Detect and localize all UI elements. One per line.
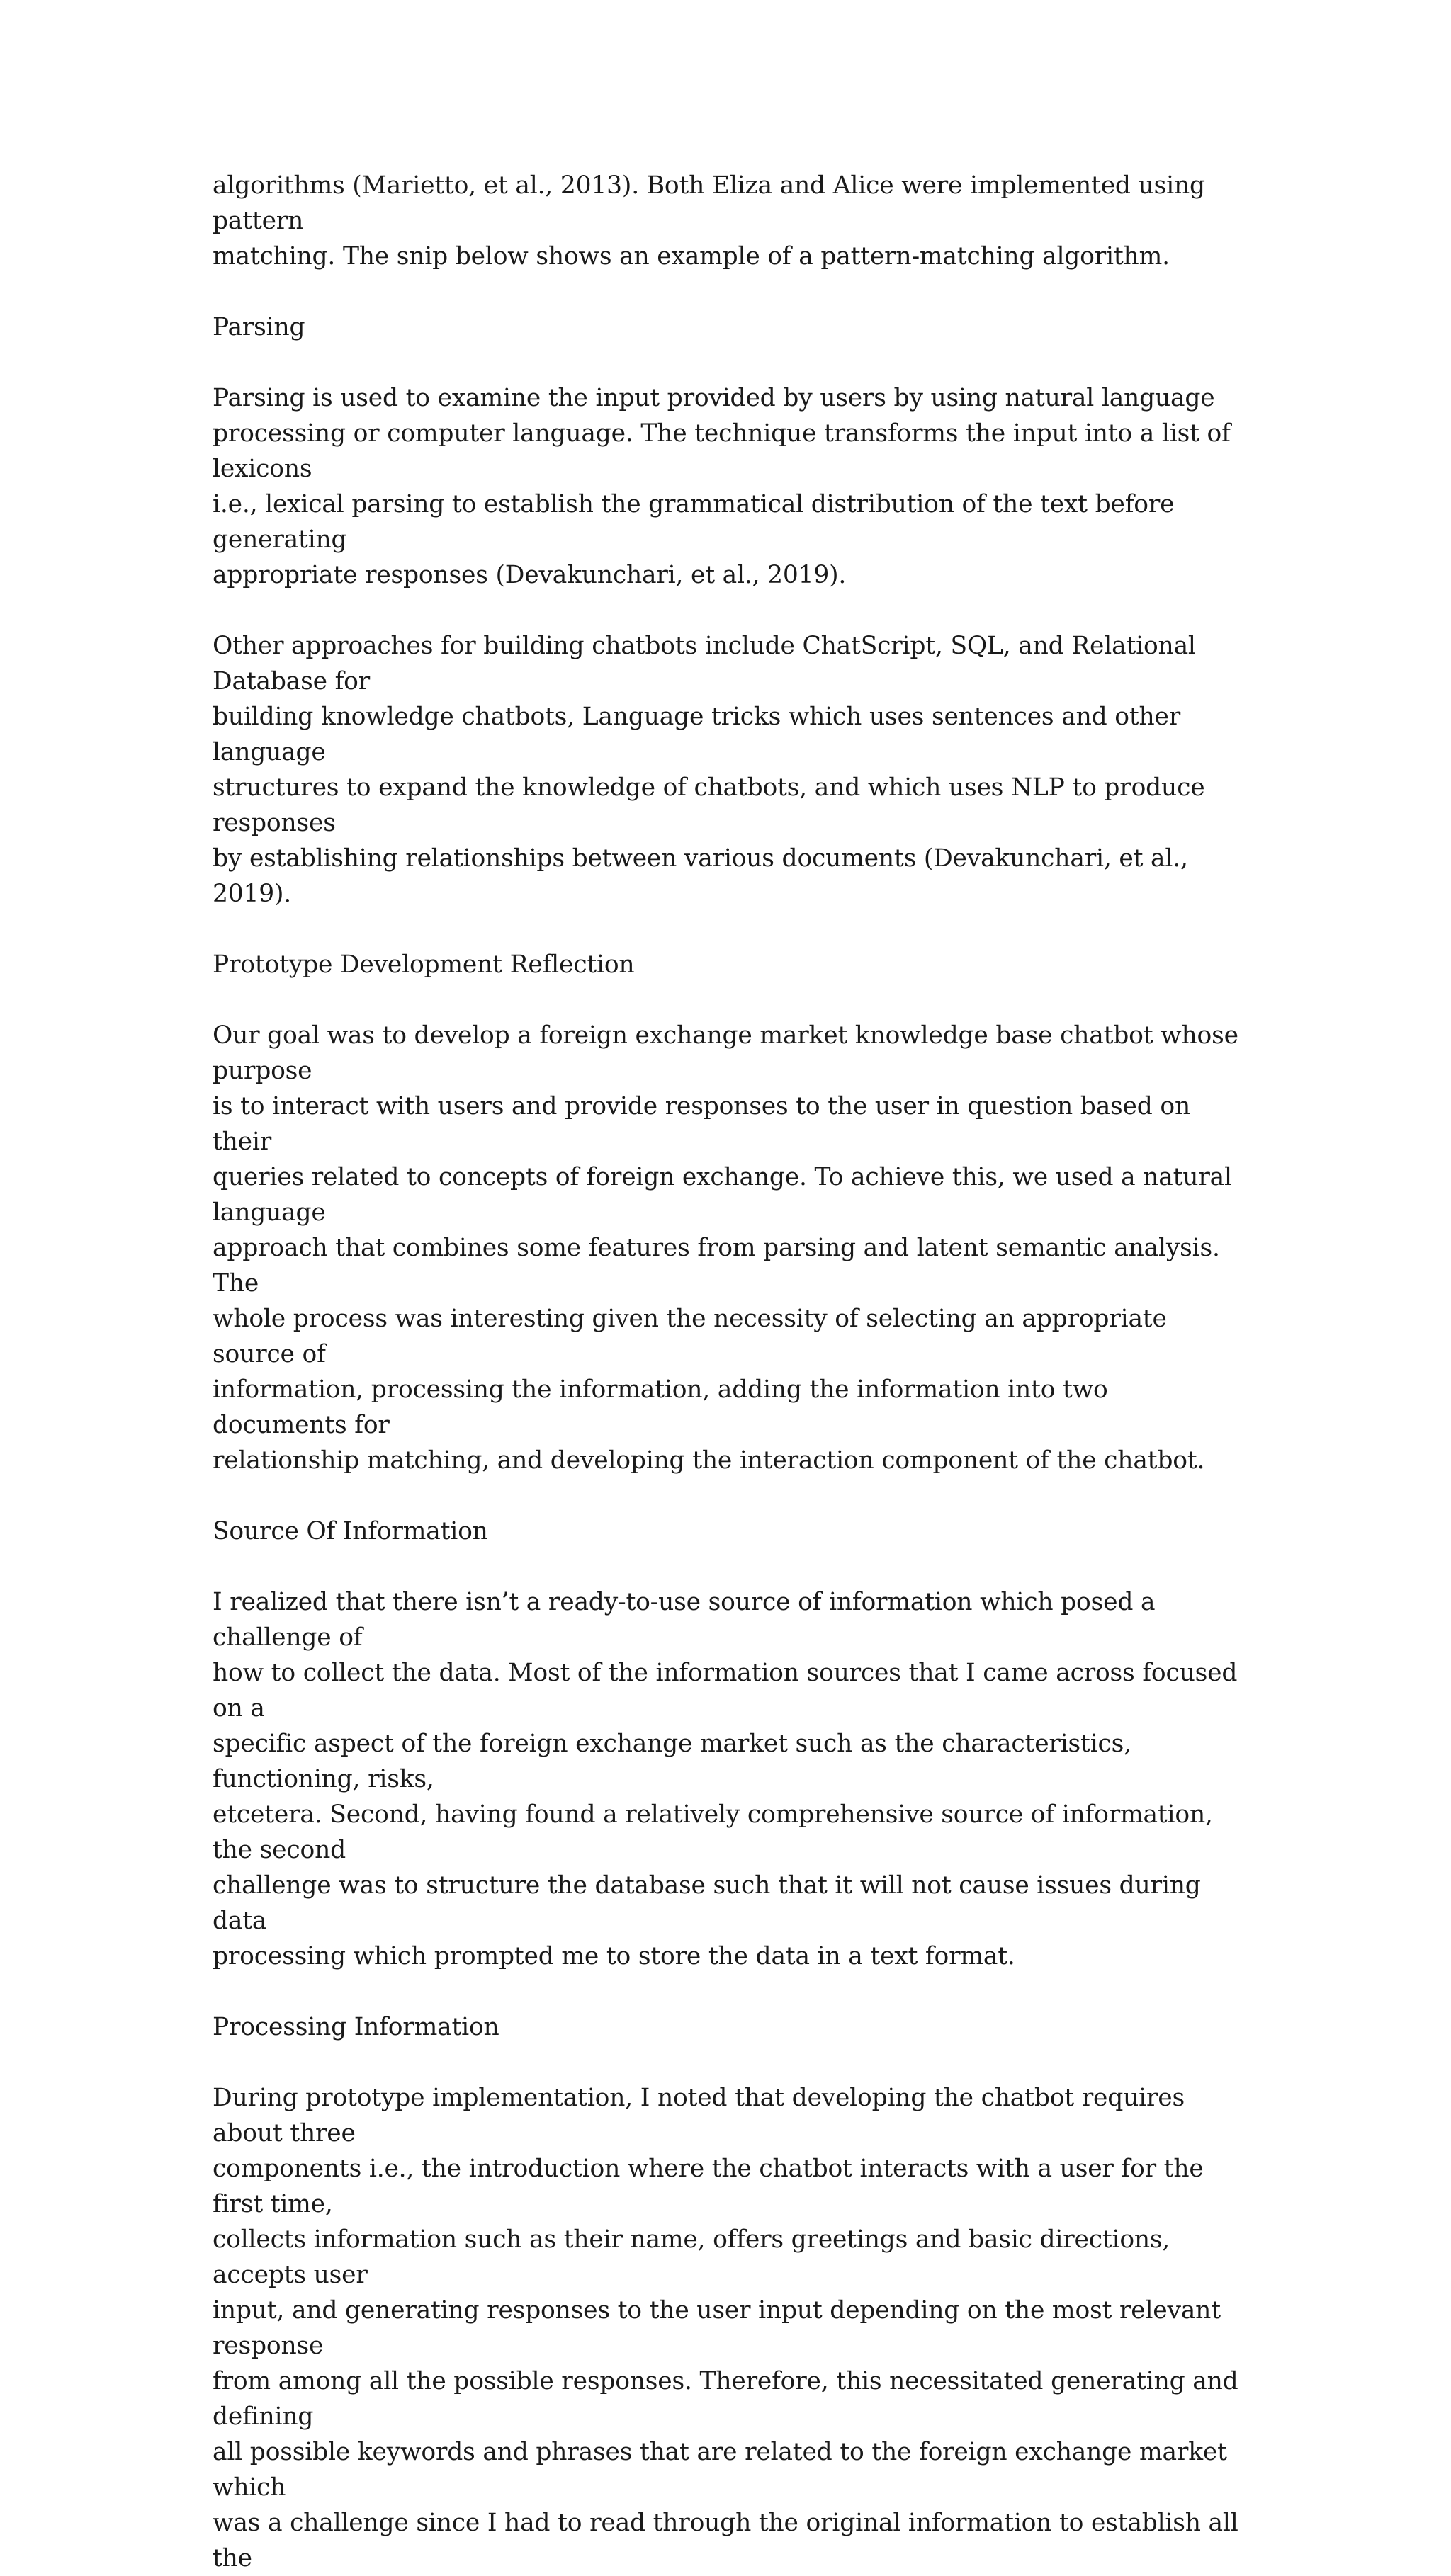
heading-source-of-information: Source Of Information bbox=[213, 1517, 488, 1545]
paragraph-source-of-information: I realized that there isn’t a ready-to-use source of information which posed a challenge of how to collect the data. Most of the information sources that I came across focused on a specific aspect of the foreign exchange market such as the characteristics, functioning, risks, etcetera. Second, having found a relatively comprehensive source of information, the second challenge was to structure the database such that it will not cause issues during data processing which prompted me to store the data in a text format. bbox=[213, 1588, 1238, 1970]
paragraph-other-approaches: Other approaches for building chatbots include ChatScript, SQL, and Relational Database for building knowledge chatbots, Language tricks which uses sentences and other language structures to expand the knowledge of chatbots, and which uses NLP to produce responses by establishing relationships between various documents (Devakunchari, et al., 2019). bbox=[213, 632, 1205, 908]
heading-prototype-development-reflection: Prototype Development Reflection bbox=[213, 951, 635, 979]
paragraph-parsing: Parsing is used to examine the input provided by users by using natural language processing or computer language. The technique transforms the input into a list of lexicons i.e., lexical parsing to establish the grammatical distribution of the text before generating appropriate responses (Devakunchari, et al., 2019). bbox=[213, 384, 1231, 589]
document-body bbox=[213, 168, 1247, 2576]
heading-parsing: Parsing bbox=[213, 313, 305, 341]
paragraph-processing-information: During prototype implementation, I noted that developing the chatbot requires about three components i.e., the introduction where the chatbot interacts with a user for the first time, collects information such as their name, offers greetings and basic directions, accepts user input, and generating responses to the user input depending on the most relevant response from among all the possible responses. Therefore, this necessitated generating and defining all possible keywords and phrases that are related to the foreign exchange market which was a challenge since I had to read through the original information to establish all the bbox=[213, 2084, 1238, 2572]
paragraph-pattern-matching: algorithms (Marietto, et al., 2013). Both Eliza and Alice were implemented using pattern matching. The snip below shows an example of a pattern-matching algorithm. bbox=[213, 171, 1205, 271]
heading-processing-information: Processing Information bbox=[213, 2013, 499, 2041]
paragraph-goal: Our goal was to develop a foreign exchange market knowledge base chatbot whose purpose is to interact with users and provide responses to the user in question based on their queries related to concepts of foreign exchange. To achieve this, we used a natural language approach that combines some features from parsing and latent semantic analysis. The whole process was interesting given the necessity of selecting an appropriate source of information, processing the information, adding the information into two documents for relationship matching, and developing the interaction component of the chatbot. bbox=[213, 1021, 1238, 1475]
